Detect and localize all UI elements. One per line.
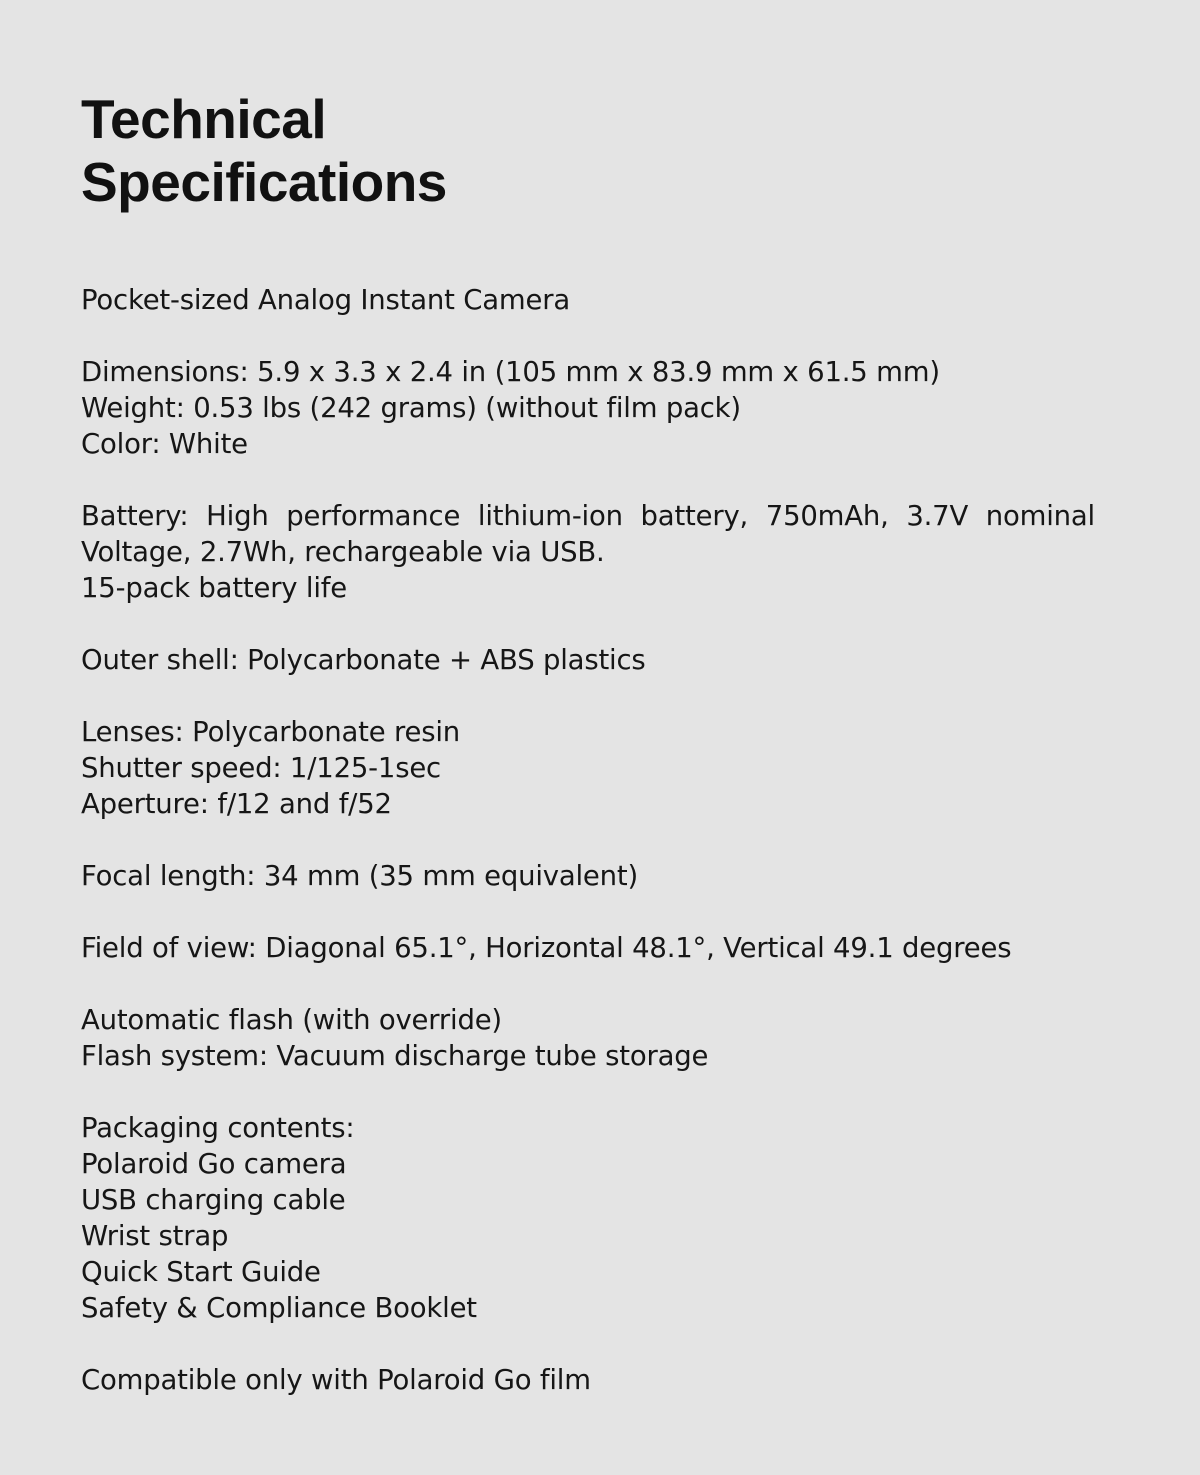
spec-dimensions: Dimensions: 5.9 x 3.3 x 2.4 in (105 mm x 83.9 mm x 61.5 mm) [81, 356, 940, 388]
optics-block [81, 714, 1095, 822]
product-description: Pocket-sized Analog Instant Camera [81, 284, 570, 316]
shell-block [81, 642, 1095, 678]
compatibility-block [81, 1362, 1095, 1398]
spec-outer-shell: Outer shell: Polycarbonate + ABS plastics [81, 644, 646, 676]
spec-flash-system: Flash system: Vacuum discharge tube storage [81, 1040, 709, 1072]
fov-block [81, 930, 1095, 966]
flash-block [81, 1002, 1095, 1074]
spec-flash-auto: Automatic flash (with override) [81, 1004, 502, 1036]
spec-field-of-view: Field of view: Diagonal 65.1°, Horizontal 48.1°, Vertical 49.1 degrees [81, 932, 1012, 964]
spec-weight: Weight: 0.53 lbs (242 grams) (without film pack) [81, 392, 741, 424]
spec-battery-life: 15-pack battery life [81, 572, 348, 604]
spec-focal-length: Focal length: 34 mm (35 mm equivalent) [81, 860, 638, 892]
page-title-line-1: Technical [81, 88, 327, 150]
battery-block [81, 498, 1095, 606]
packaging-heading: Packaging contents: [81, 1112, 355, 1144]
intro-block [81, 282, 1095, 318]
physical-block [81, 354, 1095, 462]
spec-lenses: Lenses: Polycarbonate resin [81, 716, 461, 748]
focal-block [81, 858, 1095, 894]
packaging-item: Quick Start Guide [81, 1256, 321, 1288]
packaging-item: Wrist strap [81, 1220, 229, 1252]
packaging-item: USB charging cable [81, 1184, 346, 1216]
page-title [81, 88, 447, 214]
packaging-item: Safety & Compliance Booklet [81, 1292, 477, 1324]
spec-shutter-speed: Shutter speed: 1/125-1sec [81, 752, 441, 784]
packaging-item: Polaroid Go camera [81, 1148, 347, 1180]
packaging-block [81, 1110, 1095, 1326]
spec-compatibility: Compatible only with Polaroid Go film [81, 1364, 591, 1396]
spec-color: Color: White [81, 428, 248, 460]
page-title-line-2: Specifications [81, 151, 447, 213]
spec-list [81, 282, 1095, 1398]
spec-aperture: Aperture: f/12 and f/52 [81, 788, 392, 820]
spec-battery: Battery: High performance lithium-ion battery, 750mAh, 3.7V nominal Voltage, 2.7Wh, rechargeable via USB. [81, 500, 1095, 568]
